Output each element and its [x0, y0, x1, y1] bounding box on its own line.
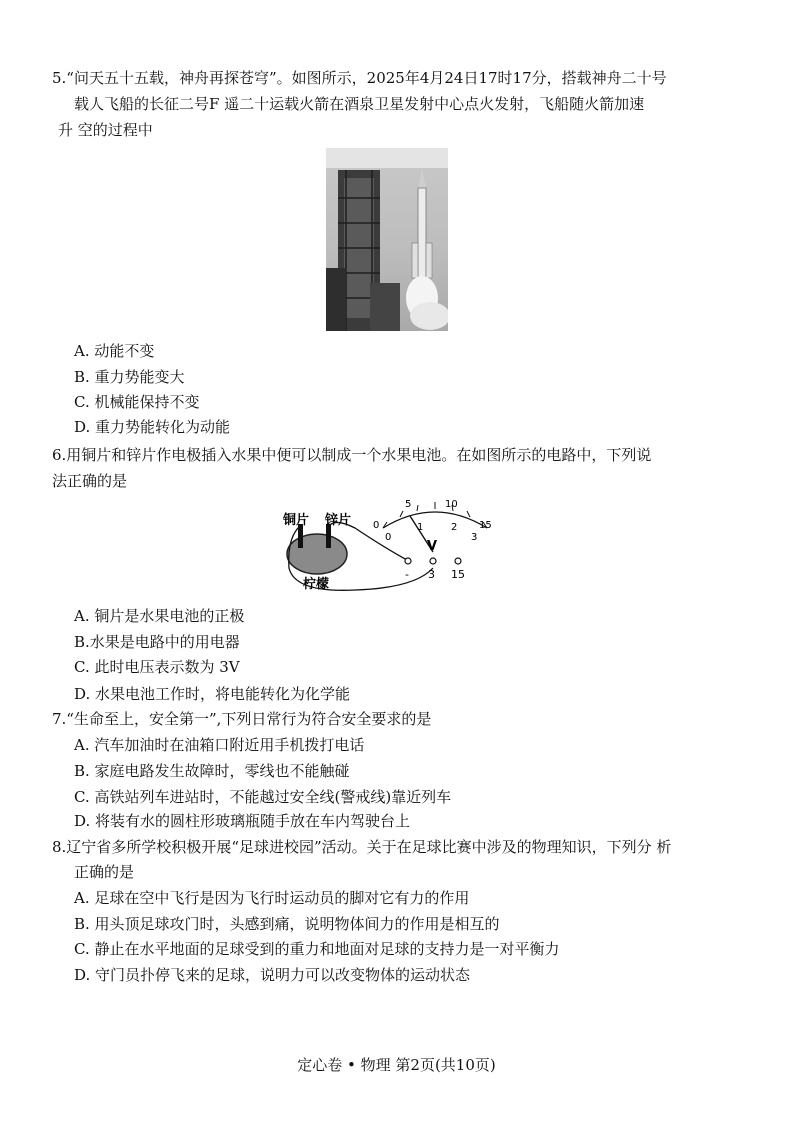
q7-option-a: A. 汽车加油时在油箱口附近用手机拨打电话 [74, 736, 365, 754]
q5-stem-line2: 载人飞船的长征二号F 遥二十运载火箭在酒泉卫星发射中心点火发射，飞船随火箭加速 [74, 95, 645, 113]
zinc-label: 锌片 [325, 513, 352, 528]
q8-option-c: C. 静止在水平地面的足球受到的重力和地面对足球的支持力是一对平衡力 [74, 940, 560, 958]
lower-scale-1: 1 [417, 522, 424, 533]
q7-option-c: C. 高铁站列车进站时，不能越过安全线(警戒线)靠近列车 [74, 788, 452, 806]
q6-option-a: A. 铜片是水果电池的正极 [74, 607, 245, 625]
terminal-label-15: 15 [451, 568, 465, 581]
rocket-launch-photo [326, 148, 448, 331]
q8-stem-line2: 正确的是 [74, 863, 135, 881]
lower-scale-0: 0 [385, 532, 392, 543]
page-footer: 定心卷 • 物理 第2页(共10页) [297, 1056, 496, 1074]
q8-option-d: D. 守门员扑停飞来的足球，说明力可以改变物体的运动状态 [74, 966, 471, 984]
q8-stem-line1: 8.辽宁省多所学校积极开展“足球进校园”活动。关于在足球比赛中涉及的物理知识，下列分 析 [52, 838, 672, 856]
lemon-shape [287, 534, 347, 574]
terminal-label-negative: - [405, 568, 409, 581]
meter-symbol: V [427, 539, 438, 554]
q8-option-b: B. 用头顶足球攻门时，头感到痛，说明物体间力的作用是相互的 [74, 915, 500, 933]
q6-option-b: B.水果是电路中的用电器 [74, 633, 240, 651]
q6-option-d: D. 水果电池工作时，将电能转化为化学能 [74, 685, 351, 703]
q5-stem-line3: 升 空的过程中 [58, 121, 153, 139]
fruit-battery-circuit-diagram [265, 498, 515, 598]
lower-scale-2: 2 [451, 522, 458, 533]
terminal-label-3: 3 [428, 568, 435, 581]
terminal-negative [405, 558, 411, 564]
q5-option-a: A. 动能不变 [74, 342, 155, 360]
terminal-15 [455, 558, 461, 564]
copper-label: 铜片 [283, 513, 310, 528]
upper-scale-0: 0 [373, 520, 380, 531]
q5-option-d: D. 重力势能转化为动能 [74, 418, 231, 436]
q8-option-a: A. 足球在空中飞行是因为飞行时运动员的脚对它有力的作用 [74, 889, 470, 907]
lower-scale-3: 3 [471, 532, 478, 543]
q6-option-c: C. 此时电压表示数为 3V [74, 658, 240, 676]
q5-option-b: B. 重力势能变大 [74, 368, 185, 386]
q7-option-d: D. 将装有水的圆柱形玻璃瓶随手放在车内驾驶台上 [74, 812, 411, 830]
upper-scale-5: 5 [405, 499, 412, 510]
upper-scale-10: 10 [445, 499, 458, 510]
lemon-label: 柠檬 [303, 577, 330, 592]
q6-stem-line1: 6.用铜片和锌片作电极插入水果中便可以制成一个水果电池。在如图所示的电路中，下列说 [52, 446, 652, 464]
q6-stem-line2: 法正确的是 [52, 472, 128, 490]
terminal-3 [430, 558, 436, 564]
upper-scale-15: 15 [479, 520, 492, 531]
q7-stem: 7.“生命至上，安全第一”,下列日常行为符合安全要求的是 [52, 710, 432, 728]
meter-scale-arc [383, 512, 487, 528]
q5-stem-line1: 5.“问天五十五载，神舟再探苍穹”。如图所示，2025年4月24日17时17分，搭载神舟二十号 [52, 69, 667, 87]
q5-option-c: C. 机械能保持不变 [74, 393, 200, 411]
q7-option-b: B. 家庭电路发生故障时，零线也不能触碰 [74, 762, 350, 780]
